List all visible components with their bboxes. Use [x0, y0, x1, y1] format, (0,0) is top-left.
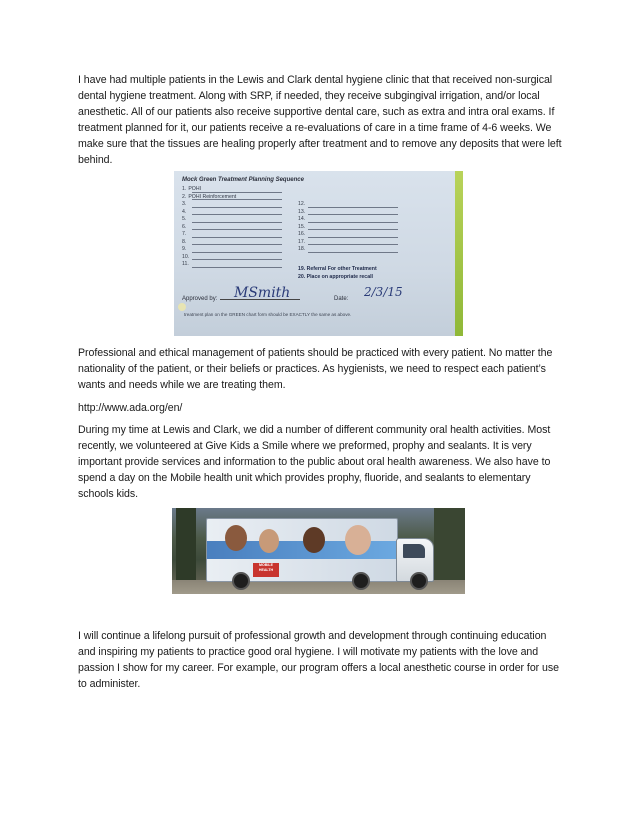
form-left-item [182, 261, 282, 269]
approved-label: Approved by: [182, 296, 218, 302]
truck-trailer [206, 518, 398, 582]
form-item-number: 11. [182, 261, 189, 267]
form-right-item [298, 209, 398, 217]
form-left-item [182, 201, 282, 209]
form-right-item [298, 239, 398, 247]
form-item-number: 6. [182, 223, 187, 230]
form-item-number: 7. [182, 231, 187, 237]
form-item-recall: 20. Place on appropriate recall [298, 273, 373, 280]
signature-mark: MSmith [234, 285, 291, 301]
mobile-health-unit-photo [172, 508, 465, 594]
form-item-number: 5. [182, 216, 187, 222]
date-label: Date: [334, 296, 349, 302]
form-left-item [182, 209, 282, 217]
form-left-item [182, 186, 282, 194]
paragraph-clinic-treatment: I have had multiple patients in the Lewis and Clark dental hygiene clinic that that received non-surgical dental hygiene treatment. Along with SRP, if needed, they receive subgingival irrigation, and/or local anesthetic. All of our patients also receive supportive dental care, such as extra and intra oral exams. If treatment planned for it, our patients receive a re-evaluations of care in a time frame of 4-6 weeks. We make sure that the tissues are healing properly after treatment and to remove any deposits that were left behind. [78, 74, 562, 166]
paragraph-professional-ethics: Professional and ethical management of patients should be practiced with every patient. No matter the nationality of the patient, or their beliefs or practices. As hygienists, we need to respect each patient’s wants and needs while we are treating them. [78, 347, 553, 391]
form-bottom-items [298, 266, 418, 281]
form-item-label: POHI Reinforcement [188, 193, 237, 200]
treatment-plan-form-photo [174, 171, 463, 336]
form-left-item [182, 239, 282, 247]
paragraph-community-health: During my time at Lewis and Clark, we did a number of different community oral health activities. Most recently, we volunteered at Give Kids a Smile where we preformed, prophy and sealants. It is very important provide services and information to the public about oral health awareness. We also have to spend a day on the Mobile health unit which provides prophy, fluoride, and sealants to elementary schools kids. [78, 424, 551, 500]
form-item-number: 2. [182, 193, 187, 200]
form-item-number: 18. [298, 246, 306, 252]
form-item-referral: 19. Referral For other Treatment [298, 266, 377, 272]
form-item-number: 9. [182, 246, 187, 252]
paragraph-lifelong-growth: I will continue a lifelong pursuit of professional growth and development through continuing education and inspiring my patients to practice good oral hygiene. I will motivate my patients with the love and passion I show for my career. For example, our program offers a local anesthetic course in order for use to administer. [78, 630, 559, 690]
form-item-number: 15. [298, 223, 306, 230]
form-item-number: 12. [298, 201, 306, 207]
form-title: Mock Green Treatment Planning Sequence [182, 177, 304, 183]
form-left-item [182, 254, 282, 262]
date-value: 2/3/15 [364, 285, 403, 299]
form-right-item [298, 224, 398, 232]
form-item-number: 14. [298, 216, 306, 222]
form-item-number: 3. [182, 201, 187, 207]
form-right-item [298, 216, 398, 224]
form-item-number: 17. [298, 238, 306, 245]
form-right-item [298, 201, 398, 209]
form-item-number: 1. [182, 186, 187, 192]
form-left-item [182, 231, 282, 239]
form-footer-note: treatment plan on the GREEN chart form should be EXACTLY the same as above. [184, 312, 352, 317]
form-item-number: 16. [298, 231, 306, 237]
form-right-item [298, 246, 398, 254]
ada-link[interactable]: http://www.ada.org/en/ [78, 402, 183, 414]
form-right-column [298, 201, 398, 254]
form-item-number: 8. [182, 238, 187, 245]
form-left-item [182, 216, 282, 224]
form-left-item [182, 224, 282, 232]
form-item-number: 10. [182, 253, 190, 260]
form-item-number: 4. [182, 208, 187, 215]
highlight-mark [178, 303, 186, 311]
form-left-item [182, 246, 282, 254]
form-left-column [182, 186, 282, 269]
form-right-item [298, 231, 398, 239]
green-folder-edge [455, 171, 463, 336]
form-left-item [182, 194, 282, 202]
truck-logo: MOBILE HEALTH [253, 563, 279, 577]
form-item-label: POHI [188, 186, 202, 192]
form-item-number: 13. [298, 208, 306, 215]
